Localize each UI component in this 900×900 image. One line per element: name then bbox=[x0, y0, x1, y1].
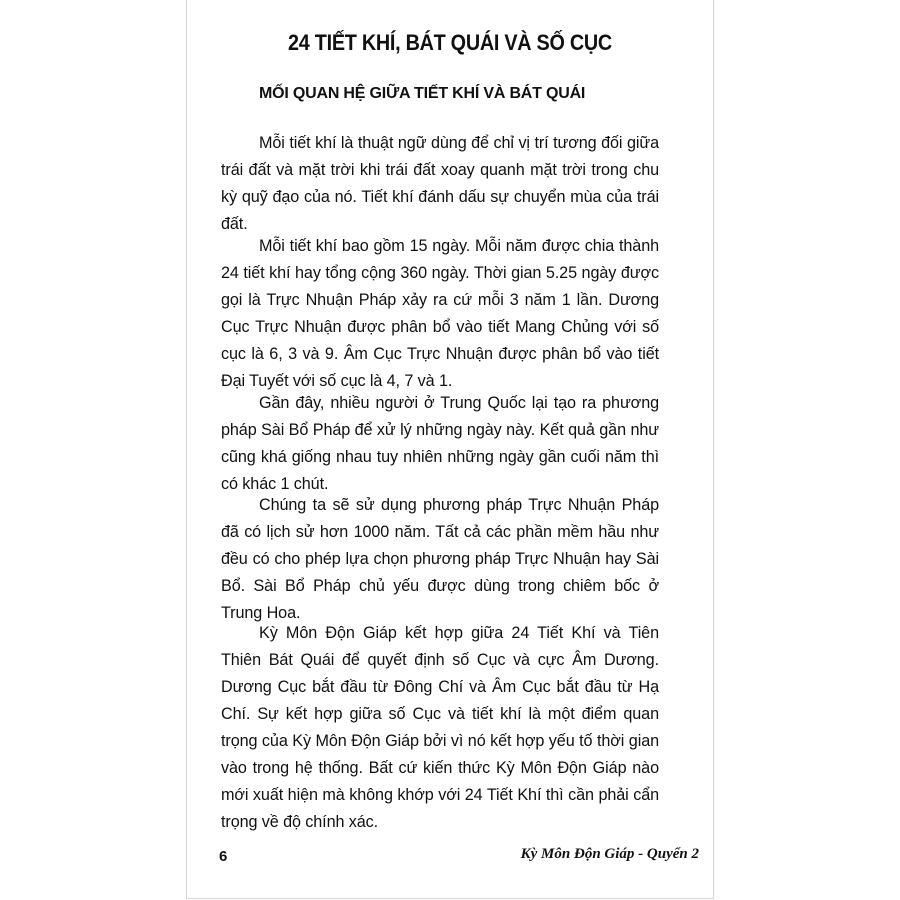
paragraph-2: Mỗi tiết khí bao gồm 15 ngày. Mỗi năm được chia thành 24 tiết khí hay tổng cộng 360 ngày. Thời gian 5.25 ngày được gọi là Trực Nhuận Pháp xảy ra cứ mỗi 3 năm 1 lần. Dương Cục Trực Nhuận được phân bổ vào tiết Mang Chủng với số cục là 6, 3 và 9. Âm Cục Trực Nhuận được phân bổ vào tiết Đại Tuyết với số cục là 4, 7 và 1. bbox=[221, 237, 659, 390]
section-heading: MỐI QUAN HỆ GIỮA TIẾT KHÍ VÀ BÁT QUÁI bbox=[259, 85, 586, 102]
running-footer: Kỳ Môn Độn Giáp - Quyển 2 bbox=[520, 846, 699, 862]
book-page bbox=[186, 0, 714, 899]
paragraph-4: Chúng ta sẽ sử dụng phương pháp Trực Nhuận Pháp đã có lịch sử hơn 1000 năm. Tất cả các phần mềm hầu như đều có cho phép lựa chọn phương pháp Trực Nhuận hay Sài Bổ. Sài Bổ Pháp chủ yếu được dùng trong chiêm bốc ở Trung Hoa. bbox=[221, 496, 659, 622]
paragraph-1: Mỗi tiết khí là thuật ngữ dùng để chỉ vị trí tương đối giữa trái đất và mặt trời khi trái đất xoay quanh mặt trời trong chu kỳ quỹ đạo của nó. Tiết khí đánh dấu sự chuyển mùa của trái đất. bbox=[221, 134, 659, 233]
paragraph-5: Kỳ Môn Độn Giáp kết hợp giữa 24 Tiết Khí và Tiên Thiên Bát Quái để quyết định số Cục và cực Âm Dương. Dương Cục bắt đầu từ Đông Chí và Âm Cục bắt đầu từ Hạ Chí. Sự kết hợp giữa số Cục và tiết khí là một điểm quan trọng của Kỳ Môn Độn Giáp bởi vì nó kết hợp yếu tố thời gian vào trong hệ thống. Bất cứ kiến thức Kỳ Môn Độn Giáp nào mới xuất hiện mà không khớp với 24 Tiết Khí thì cần phải cẩn trọng về độ chính xác. bbox=[221, 624, 659, 831]
chapter-title: 24 TIẾT KHÍ, BÁT QUÁI VÀ SỐ CỤC bbox=[288, 30, 612, 55]
page-number: 6 bbox=[219, 848, 228, 865]
paragraph-3: Gần đây, nhiều người ở Trung Quốc lại tạo ra phương pháp Sài Bổ Pháp để xử lý những ngày này. Kết quả gần như cũng khá giống nhau tuy nhiên những ngày gần cuối năm thì có khác 1 chút. bbox=[221, 394, 659, 493]
